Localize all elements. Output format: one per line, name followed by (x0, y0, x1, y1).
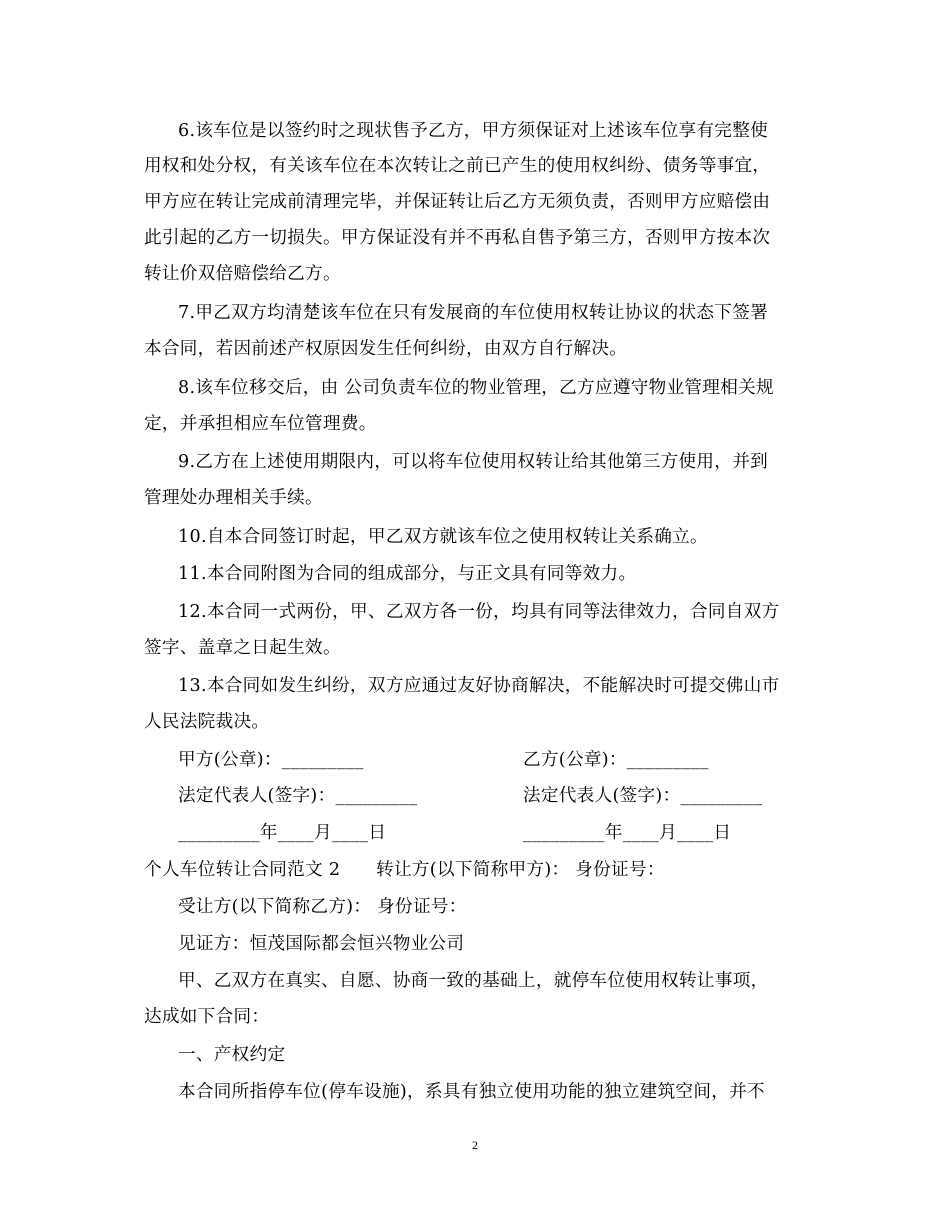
clause-9-line-2: 管理处办理相关手续。 (144, 488, 323, 508)
clause-13-line-2: 人民法院裁决。 (144, 712, 270, 732)
clause-6-line-2: 用权和处分权，有关该车位在本次转让之前已产生的使用权纠纷、债务等事宜， (144, 156, 771, 176)
party-a-date: _________年____月____日 (178, 823, 387, 843)
clause-10: 10.自本合同签订时起，甲乙双方就该车位之使用权转让关系确立。 (178, 527, 708, 547)
witness-line: 见证方：恒茂国际都会恒兴物业公司 (178, 934, 465, 954)
clause-11: 11.本合同附图为合同的组成部分，与正文具有同等效力。 (178, 564, 637, 584)
party-b-seal: 乙方(公章)：_________ (523, 750, 709, 770)
contract-2-heading: 个人车位转让合同范文 2 转让方(以下简称甲方)： 身份证号： (144, 860, 665, 880)
intro-line-1: 甲、乙双方在真实、自愿、协商一致的基础上，就停车位使用权转让事项， (178, 971, 769, 991)
party-b-representative: 法定代表人(签字)：_________ (523, 786, 763, 806)
section-1-body: 本合同所指停车位(停车设施)，系具有独立使用功能的独立建筑空间，并不 (178, 1082, 765, 1102)
transferee-line: 受让方(以下简称乙方)： 身份证号： (178, 897, 467, 917)
clause-9-line-1: 9.乙方在上述使用期限内，可以将车位使用权转让给其他第三方使用，并到 (178, 452, 768, 472)
clause-6-line-1: 6.该车位是以签约时之现状售予乙方，甲方须保证对上述该车位享有完整使 (178, 121, 768, 141)
party-a-representative: 法定代表人(签字)：_________ (178, 786, 418, 806)
section-1-title: 一、产权约定 (178, 1045, 286, 1065)
clause-12-line-2: 签字、盖章之日起生效。 (144, 638, 341, 658)
clause-7-line-2: 本合同，若因前述产权原因发生任何纠纷，由双方自行解决。 (144, 339, 628, 359)
clause-8-line-2: 定，并承担相应车位管理费。 (144, 414, 377, 434)
clause-6-line-3: 甲方应在转让完成前清理完毕，并保证转让后乙方无须负责，否则甲方应赔偿由 (144, 192, 771, 212)
clause-13-line-1: 13.本合同如发生纠纷，双方应通过友好协商解决，不能解决时可提交佛山市 (178, 676, 780, 696)
clause-6-line-4: 此引起的乙方一切损失。甲方保证没有并不再私自售予第三方，否则甲方按本次 (144, 228, 771, 248)
clause-8-line-1: 8.该车位移交后，由 公司负责车位的物业管理，乙方应遵守物业管理相关规 (178, 378, 774, 398)
clause-6-line-5: 转让价双倍赔偿给乙方。 (144, 264, 341, 284)
clause-12-line-1: 12.本合同一式两份，甲、乙双方各一份，均具有同等法律效力，合同自双方 (178, 602, 780, 622)
clause-7-line-1: 7.甲乙双方均清楚该车位在只有发展商的车位使用权转让协议的状态下签署 (178, 303, 768, 323)
page-number: 2 (472, 1138, 478, 1152)
intro-line-2: 达成如下合同： (144, 1007, 270, 1027)
party-a-seal: 甲方(公章)：_________ (178, 750, 364, 770)
party-b-date: _________年____月____日 (523, 823, 732, 843)
